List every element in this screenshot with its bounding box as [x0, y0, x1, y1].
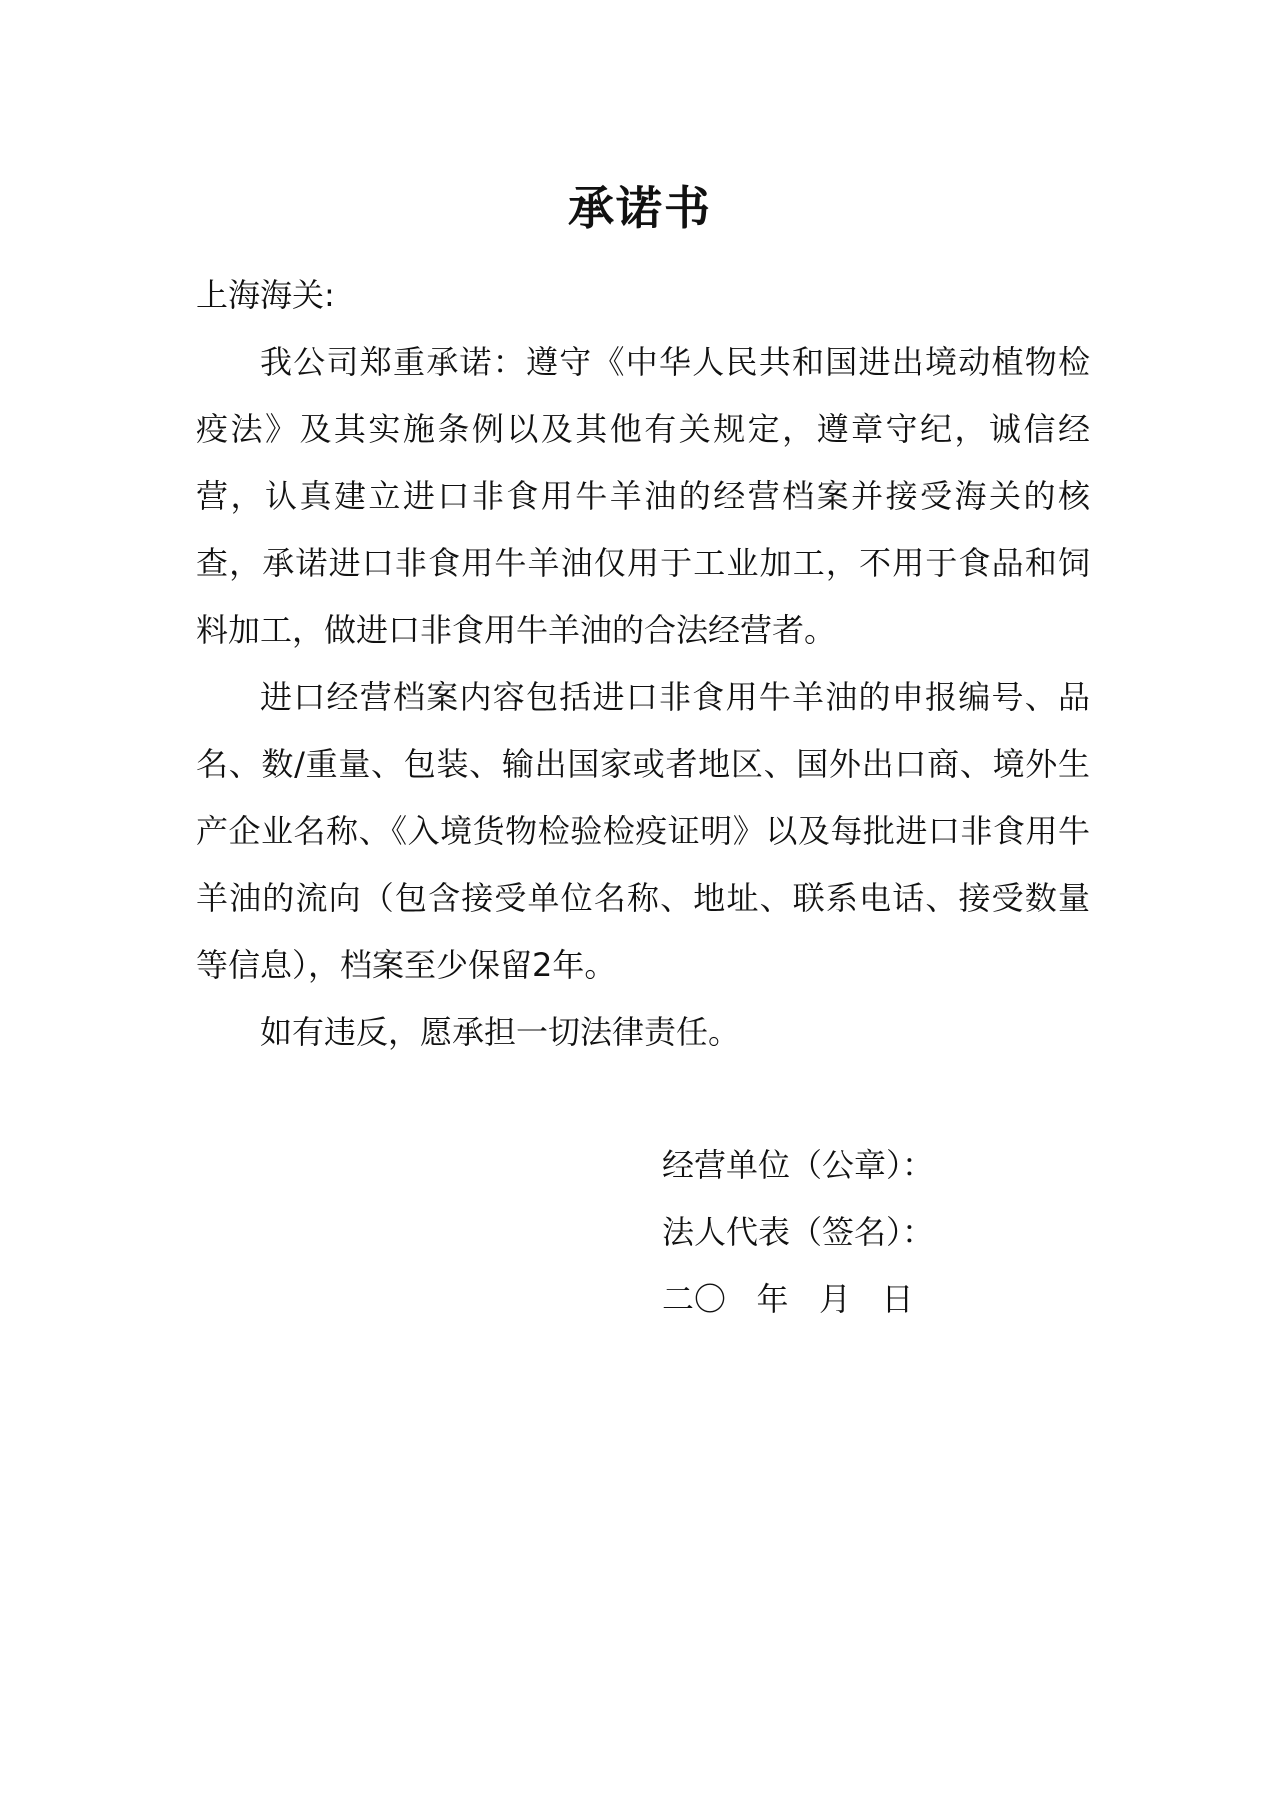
document-body — [196, 262, 1090, 1066]
paragraph-liability: 如有违反，愿承担一切法律责任。 — [260, 1013, 741, 1051]
company-seal-line: 经营单位（公章）： — [662, 1146, 935, 1184]
legal-rep-signature-line: 法人代表（签名）： — [662, 1213, 935, 1251]
paragraph-archive: 进口经营档案内容包括进口非食用牛羊油的申报编号、品名、数/重量、包装、输出国家或者地区、国外出口商、境外生产企业名称、《入境货物检验检疫证明》以及每批进口非食用牛羊油的流向（包含接受单位名称、地址、联系电话、接受数量等信息），档案至少保留2年。 — [196, 678, 1090, 984]
paragraph-commitment: 我公司郑重承诺：遵守《中华人民共和国进出境动植物检疫法》及其实施条例以及其他有关规定，遵章守纪，诚信经营，认真建立进口非食用牛羊油的经营档案并接受海关的核查，承诺进口非食用牛羊油仅用于工业加工，不用于食品和饲料加工，做进口非食用牛羊油的合法经营者。 — [196, 343, 1090, 649]
addressee: 上海海关: — [196, 276, 335, 314]
document-title: 承诺书 — [568, 181, 712, 235]
signature-block — [662, 1132, 934, 1333]
date-line: 二〇 年 月 日 — [662, 1280, 914, 1318]
